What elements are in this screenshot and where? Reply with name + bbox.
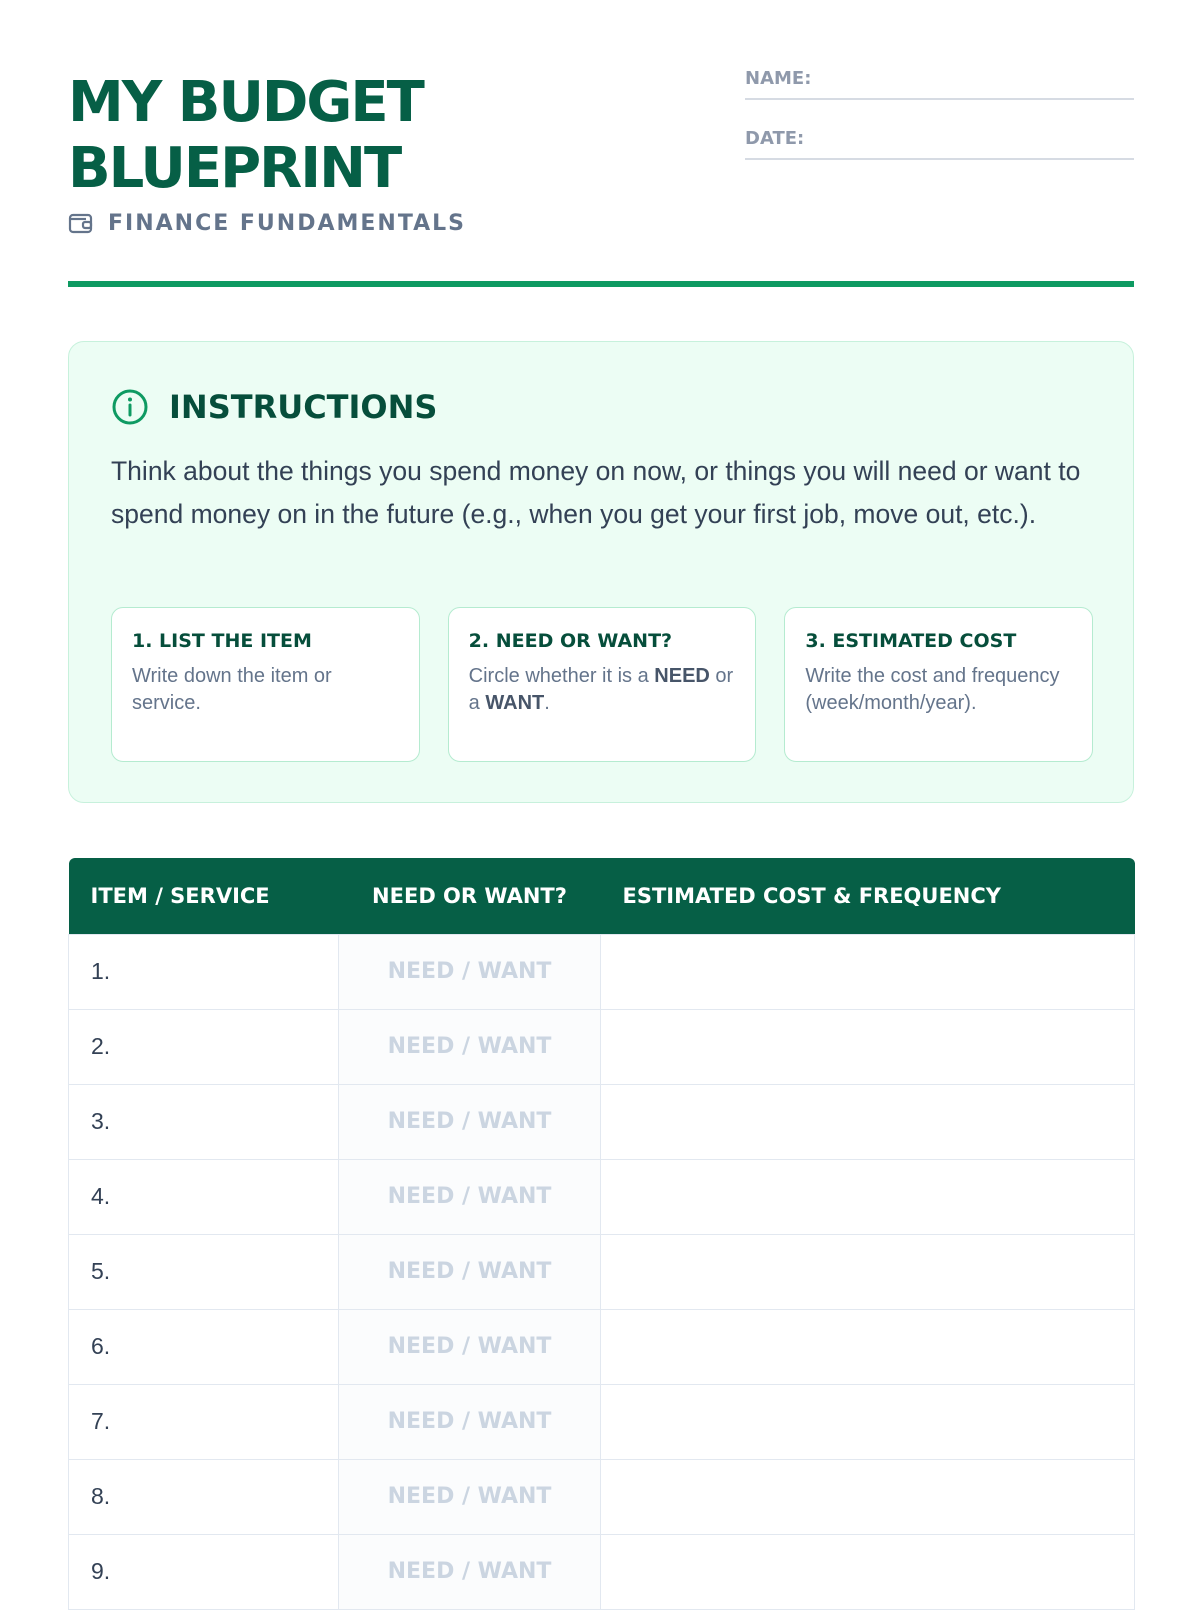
item-cell[interactable]: 3. (69, 1084, 339, 1159)
need-want-cell[interactable]: NEED / WANT (339, 934, 601, 1009)
name-label: NAME: (745, 68, 812, 89)
table-row (69, 1534, 1135, 1609)
need-want-cell[interactable]: NEED / WANT (339, 1459, 601, 1534)
item-cell[interactable]: 8. (69, 1459, 339, 1534)
table-header-row (69, 858, 1135, 934)
cost-cell[interactable] (601, 934, 1135, 1009)
item-cell[interactable]: 4. (69, 1159, 339, 1234)
column-header-cost: ESTIMATED COST & FREQUENCY (601, 858, 1135, 934)
step-title: 3. ESTIMATED COST (805, 630, 1017, 652)
table-row (69, 1234, 1135, 1309)
subtitle (68, 210, 466, 236)
cost-cell[interactable] (601, 1084, 1135, 1159)
table-row (69, 1009, 1135, 1084)
column-header-item: ITEM / SERVICE (69, 858, 339, 934)
info-icon (111, 388, 149, 426)
item-cell[interactable]: 6. (69, 1309, 339, 1384)
cost-cell[interactable] (601, 1159, 1135, 1234)
worksheet-page (68, 0, 1134, 1584)
want-emphasis: WANT (485, 692, 545, 714)
need-want-cell[interactable]: NEED / WANT (339, 1534, 601, 1609)
instructions-text: Think about the things you spend money on now, or things you will need or want to spend money on in the future (e.g., when you get your first job, move out, etc.). (111, 456, 1081, 529)
header (68, 0, 1134, 288)
table-row (69, 1084, 1135, 1159)
table-row (69, 1384, 1135, 1459)
need-want-cell[interactable]: NEED / WANT (339, 1009, 601, 1084)
table-row (69, 1459, 1135, 1534)
item-cell[interactable]: 7. (69, 1384, 339, 1459)
cost-cell[interactable] (601, 1234, 1135, 1309)
cost-cell[interactable] (601, 1009, 1135, 1084)
instructions-panel (68, 341, 1134, 803)
table-body (69, 934, 1135, 1609)
need-want-cell[interactable]: NEED / WANT (339, 1384, 601, 1459)
need-want-cell[interactable]: NEED / WANT (339, 1234, 601, 1309)
cost-cell[interactable] (601, 1384, 1135, 1459)
title-line-1: MY BUDGET (68, 70, 423, 135)
name-field[interactable] (745, 62, 1134, 100)
title-line-2: BLUEPRINT (68, 136, 401, 201)
header-divider (68, 281, 1134, 287)
step-desc-text: Circle whether it is a (468, 665, 655, 687)
step-card (784, 607, 1093, 762)
need-want-cell[interactable]: NEED / WANT (339, 1084, 601, 1159)
subtitle-text: FINANCE FUNDAMENTALS (108, 210, 467, 236)
table-row (69, 934, 1135, 1009)
step-description: Write down the item or service. (132, 665, 332, 714)
item-cell[interactable]: 1. (69, 934, 339, 1009)
step-card (111, 607, 420, 762)
step-title: 2. NEED OR WANT? (468, 630, 673, 652)
instructions-heading (111, 388, 437, 426)
need-want-cell[interactable]: NEED / WANT (339, 1159, 601, 1234)
instruction-steps (111, 607, 1093, 762)
student-fields (745, 62, 1134, 182)
wallet-icon (68, 210, 94, 236)
step-title: 1. LIST THE ITEM (132, 630, 312, 652)
step-card (448, 607, 757, 762)
step-desc-text: . (544, 692, 550, 714)
need-emphasis: NEED (654, 665, 710, 687)
item-cell[interactable]: 2. (69, 1009, 339, 1084)
cost-cell[interactable] (601, 1534, 1135, 1609)
table-row (69, 1159, 1135, 1234)
step-desc-text: or a (468, 665, 734, 714)
need-want-cell[interactable]: NEED / WANT (339, 1309, 601, 1384)
item-cell[interactable]: 5. (69, 1234, 339, 1309)
budget-table (68, 858, 1134, 1610)
date-field[interactable] (745, 122, 1134, 160)
page-title (68, 70, 423, 202)
item-cell[interactable]: 9. (69, 1534, 339, 1609)
table-row (69, 1309, 1135, 1384)
instructions-title: INSTRUCTIONS (169, 388, 438, 426)
cost-cell[interactable] (601, 1309, 1135, 1384)
cost-cell[interactable] (601, 1459, 1135, 1534)
step-description (469, 663, 736, 717)
column-header-need-want: NEED OR WANT? (339, 858, 601, 934)
step-description: Write the cost and frequency (week/month/year). (805, 665, 1060, 714)
date-label: DATE: (745, 128, 805, 149)
